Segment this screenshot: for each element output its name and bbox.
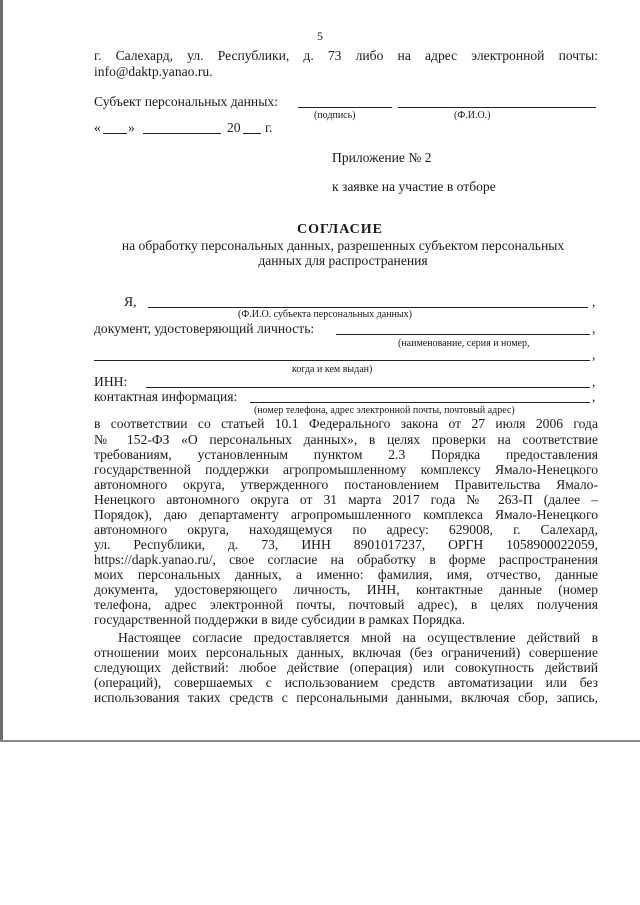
para2-line: (операций), совершаемых с использованием средств автоматизации или без (94, 675, 598, 690)
document-comma-2: , (592, 347, 596, 362)
fio-comma: , (592, 294, 596, 309)
body-line: требованиям, установленным пунктом 2.3 Порядка предоставления (94, 447, 598, 462)
issued-caption: когда и кем выдан) (292, 364, 373, 375)
inn-label: ИНН: (94, 374, 128, 389)
document-input-line-2 (94, 360, 590, 361)
subtitle-line-1: на обработку персональных данных, разрешенных субъектом персональных (121, 238, 565, 253)
appendix-number: Приложение № 2 (332, 150, 432, 165)
fio-subject-caption: (Ф.И.О. субъекта персональных данных) (238, 309, 412, 320)
subject-label: Субъект персональных данных: (94, 94, 278, 109)
date-year-suffix: г. (265, 120, 273, 135)
body-line: телефона, адрес электронной почты, почтовый адрес), в целях получения (94, 597, 598, 612)
date-month-line (143, 133, 221, 134)
address-email: info@daktp.yanao.ru. (94, 64, 213, 79)
fio-line (398, 107, 596, 108)
body-line: Ненецкого автономного округа от 31 марта 2017 года № 263-П (далее – (94, 492, 598, 507)
contact-input-line (250, 402, 590, 403)
para2-line: отношении моих персональных данных, включая (без ограничений) совершение (94, 645, 598, 660)
contact-caption: (номер телефона, адрес электронной почты, почтовый адрес) (254, 405, 515, 416)
scan-edge-bottom (0, 740, 640, 742)
document-caption: (наименование, серия и номер, (398, 338, 530, 349)
body-line: государственной поддержки в виде субсидии в рамках Порядка. (94, 612, 465, 627)
page-number: 5 (317, 29, 323, 43)
date-close-quote: » (128, 120, 135, 135)
body-line: автономного округа, находящемуся по адресу: 629008, г. Салехард, (94, 522, 598, 537)
fio-input-line (148, 307, 588, 308)
para2-line: следующих действий: любое действие (операция) или совокупность действий (94, 660, 598, 675)
document-label: документ, удостоверяющий личность: (94, 321, 315, 336)
signature-caption: (подпись) (314, 110, 356, 121)
appendix-caption: к заявке на участие в отборе (332, 179, 496, 194)
date-day-line (103, 133, 127, 134)
body-line: моих персональных данных, а именно: фамилия, имя, отчество, данные (94, 567, 598, 582)
subtitle-line-2: данных для распространения (258, 253, 428, 268)
body-line: автономного округа, утвержденного постановлением Правительства Ямало- (94, 477, 598, 492)
body-line: № 152-ФЗ «О персональных данных», в целях проверки на соответствие (94, 432, 598, 447)
contact-label: контактная информация: (94, 389, 238, 404)
body-line: государственной поддержки агропромышленному комплексу Ямало-Ненецкого (94, 462, 598, 477)
body-line: документа, удостоверяющего личность, ИНН, контактные данные (номер (94, 582, 598, 597)
date-open-quote: « (94, 120, 101, 135)
body-line: Порядок), даю департаменту агропромышленного комплекса Ямало-Ненецкого (94, 507, 598, 522)
body-line: https://dapk.yanao.ru/, свое согласие на обработку в форме распространения (94, 552, 598, 567)
address-line-1: г. Салехард, ул. Республики, д. 73 либо на адрес электронной почты: (94, 48, 598, 63)
para2-line: Настоящее согласие предоставляется мной на осуществление действий в (118, 630, 598, 645)
document-input-line (336, 334, 590, 335)
fio-caption: (Ф.И.О.) (454, 110, 491, 121)
document-title: СОГЛАСИЕ (297, 222, 383, 237)
contact-comma: , (592, 389, 596, 404)
body-line: в соответствии со статьей 10.1 Федерального закона от 27 июля 2006 года (94, 416, 598, 431)
date-year-prefix: 20 (227, 120, 241, 135)
date-year-line (243, 133, 261, 134)
inn-input-line (146, 387, 590, 388)
para2-line: использования таких средств с персональными данными, включая сбор, запись, (94, 690, 598, 705)
document-comma: , (592, 321, 596, 336)
inn-comma: , (592, 374, 596, 389)
ya-label: Я, (124, 294, 137, 309)
signature-line (298, 107, 392, 108)
body-line: ул. Республики, д. 73, ИНН 8901017237, ОРГН 1058900022059, (94, 537, 598, 552)
scan-edge (0, 0, 3, 742)
